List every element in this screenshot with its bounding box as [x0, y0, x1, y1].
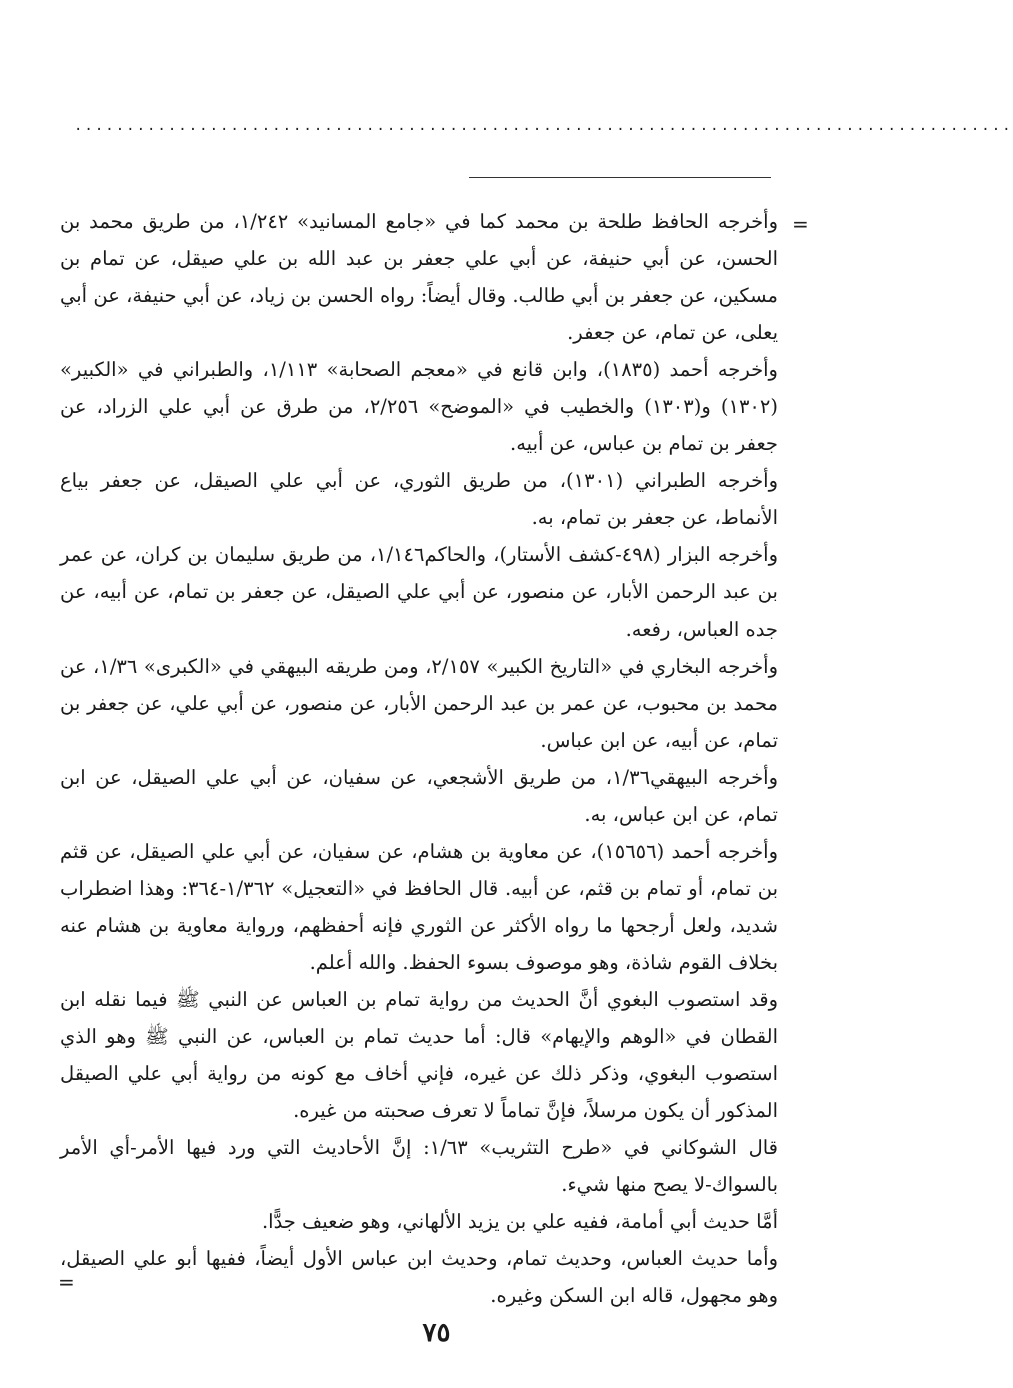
paragraph: وقد استصوب البغوي أنَّ الحديث من رواية تمام بن العباس عن النبي ﷺ فيما نقله ابن القطان في «الوهم والإيهام» قال: أما حديث تمام بن العباس، عن النبي ﷺ وهو الذي استصوب البغوي، وذكر ذلك عن غيره، فإني أخاف مع كونه من رواية أبي علي الصيقل المذكور أن يكون مرسلاً، فإنَّ تماماً لا تعرف صحبته من غيره. [60, 987, 778, 1123]
footnote-continuation-mark-start: = [792, 212, 809, 236]
footnote-rule [469, 177, 771, 178]
paragraph: أمَّا حديث أبي أمامة، ففيه علي بن يزيد الألهاني، وهو ضعيف جدًّا. [261, 1210, 778, 1234]
dotted-separator: .......................................................................................... [74, 118, 1013, 134]
paragraph: وأخرجه البزار (٤٩٨-كشف الأستار)، والحاكم١/١٤٦، من طريق سليمان بن كران، عن عمر بن عبد الرحمن الأبار، عن منصور، عن أبي علي الصيقل، عن جعفر بن تمام، عن أبيه، عن جده العباس، رفعه. [60, 543, 778, 641]
footnote-body [60, 203, 778, 1314]
paragraph: وأما حديث العباس، وحديث تمام، وحديث ابن عباس الأول أيضاً، ففيها أبو علي الصيقل، وهو مجهول، قاله ابن السكن وغيره. [60, 1247, 778, 1308]
paragraph: وأخرجه البخاري في «التاريخ الكبير» ٢/١٥٧، ومن طريقه البيهقي في «الكبرى» ١/٣٦، عن محمد بن محبوب، عن عمر بن عبد الرحمن الأبار، عن منصور، عن أبي علي، عن جعفر بن تمام، عن أبيه، عن ابن عباس. [60, 654, 778, 752]
paragraph: وأخرجه البيهقي١/٣٦، من طريق الأشجعي، عن سفيان، عن أبي علي الصيقل، عن ابن تمام، عن ابن عباس، به. [60, 765, 778, 826]
paragraph: وأخرجه أحمد (١٨٣٥)، وابن قانع في «معجم الصحابة» ١/١١٣، والطبراني في «الكبير» (١٣٠٢) و(١٣٠٣) والخطيب في «الموضح» ٢/٢٥٦، من طرق عن أبي علي الزراد، عن جعفر بن تمام بن عباس، عن أبيه. [60, 358, 778, 456]
paragraph: قال الشوكاني في «طرح التثريب» ١/٦٣: إنَّ الأحاديث التي ورد فيها الأمر-أي الأمر بالسواك-لا يصح منها شيء. [60, 1136, 779, 1197]
footnote-continuation-mark-end: = [58, 1270, 75, 1294]
paragraph: وأخرجه أحمد (١٥٦٥٦)، عن معاوية بن هشام، عن سفيان، عن أبي علي الصيقل، عن قثم بن تمام، أو تمام بن قثم، عن أبيه. قال الحافظ في «التعجيل» ١/٣٦٢-٣٦٤: وهذا اضطراب شديد، ولعل أرجحها ما رواه الأكثر عن الثوري فإنه أحفظهم، ورواية معاوية بن هشام عنه بخلاف القوم شاذة، وهو موصوف بسوء الحفظ. والله أعلم. [60, 839, 778, 974]
paragraph: وأخرجه الحافظ طلحة بن محمد كما في «جامع المسانيد» ١/٢٤٢، من طريق محمد بن الحسن، عن أبي حنيفة، عن أبي علي جعفر بن عبد الله بن علي صيقل، عن تمام بن مسكين، عن جعفر بن أبي طالب. وقال أيضاً: رواه الحسن بن زياد، عن أبي حنيفة، عن أبي يعلى، عن تمام، عن جعفر. [60, 210, 778, 345]
paragraph: وأخرجه الطبراني (١٣٠١)، من طريق الثوري، عن أبي علي الصيقل، عن جعفر بياع الأنماط، عن جعفر بن تمام، به. [60, 469, 778, 530]
page-number: ٧٥ [422, 1318, 451, 1348]
